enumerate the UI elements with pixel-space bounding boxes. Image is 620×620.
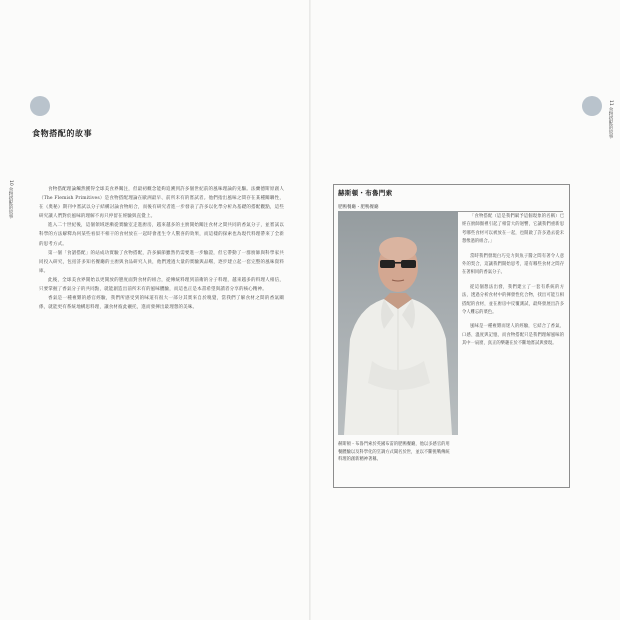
profile-paragraph: 「食物搭配（這是我們賦予這個現象的名稱）已經在廚師圈裡引起了相當大的迴響，它讓我們重新思考哪些食材可以被放在一起，也開啟了許多過去從未想像過的組合。」 [462,214,564,245]
body-paragraph: 食物搭配理論觸然獲得全球美食界關注，但最初概念能夠追溯到許多個世紀前的風味理論的先驅。法蘭德斯原創人（The Flemish Primitives）是食物搭配理論在歐洲最早、前所未有的嘗試者。他們指出風味之間存在某種關聯性，在《奧秘》期刊中嘗試以分子結構討論食物組合，而後有研究者進一步發表了許多以化學分析為基礎的搭配觀點，這些研究讓人們對於風味的理解不再只停留在經驗與直覺上。 [39,187,284,220]
photo-caption-text: 赫斯頓・布魯門索於英國布雷的肥鴨餐廳，他以多感官的用餐體驗以及科學化的烹調方式聞名於世，並以不斷挑戰傳統料理的創新精神著稱。 [338,442,450,463]
chef-portrait-photo [338,211,458,435]
photo-caption [338,441,450,464]
body-paragraph: 香氣是一種複雜的感官經驗，我們所感受到的味道有很大一部分其實來自於嗅覺，當我們了解食材之間的香氣關係，就能更有系統地構思料理，讓食材彼此襯托，進而發揮出最理想的美味。 [39,296,284,311]
right-page-number: 11 [607,100,613,106]
right-side-running-head [607,100,612,139]
left-side-running-head [7,180,12,219]
body-paragraph: 進入二十世紀後，這個領域逐漸從實驗室走進廚房，越來越多的主廚開始關注食材之間共同的香氣分子，並嘗試以科學的方法解釋為何某些看似不相干的食材放在一起時會產生令人驚喜的效果，而這樣的探索也為現代料理帶來了全新的思考方式。 [39,223,284,247]
right-chapter-tab [582,96,602,116]
chapter-title: 食物搭配的故事 [32,129,93,138]
profile-quote-text [462,213,564,355]
profile-paragraph: 風味是一種複雜而迷人的經驗，它結合了香氣、口感、溫度與記憶，而食物搭配只是我們理解風味的其中一扇窗，真正的樂趣在於不斷地嘗試與發現。 [462,324,564,347]
chef-portrait-illustration [338,211,458,435]
left-chapter-tab [30,96,50,116]
left-side-label: 食物搭配的故事 [7,187,13,219]
profile-title: 赫斯頓・布魯門索 [338,189,393,197]
body-paragraph: 第一個「食譜搭配」的站成功實驗了食物搭配，許多細節雖然仍需要進一步驗證，但它帶動了一群廚師與科學家共同投入研究，包括許多知名餐廳的主廚與食品研究人員，他們透過大量的實驗與品嚐，逐步建立起一套完整的風味資料庫。 [39,250,284,274]
body-text [39,185,284,312]
body-paragraph: 此後，全球美食界開始以更開放的態度面對食材的組合，從傳統料理到前衛的分子料理，越來越多的料理人相信，只要掌握了香氣分子的共同點，就能創造出前所未有的風味體驗，而這也正是本書希望與讀者分享的核心精神。 [39,277,284,293]
left-page-number: 10 [7,180,13,186]
profile-paragraph: 當時我們發現白巧克力與魚子醬之間有著令人意外的契合，這讓我們開始思考，還有哪些食材之間存在著相同的香氣分子。 [462,253,564,276]
profile-subtitle: 肥鴨餐廳・肥鴨餐廳 [338,205,379,210]
right-side-label: 食物搭配的故事 [607,107,613,139]
profile-paragraph: 從這個想法出發，我們建立了一套有系統的方法，透過分析食材中的揮發性化合物，找出可能互相搭配的食材，並在廚房中反覆測試，最終發展出許多令人難忘的菜色。 [462,284,564,316]
